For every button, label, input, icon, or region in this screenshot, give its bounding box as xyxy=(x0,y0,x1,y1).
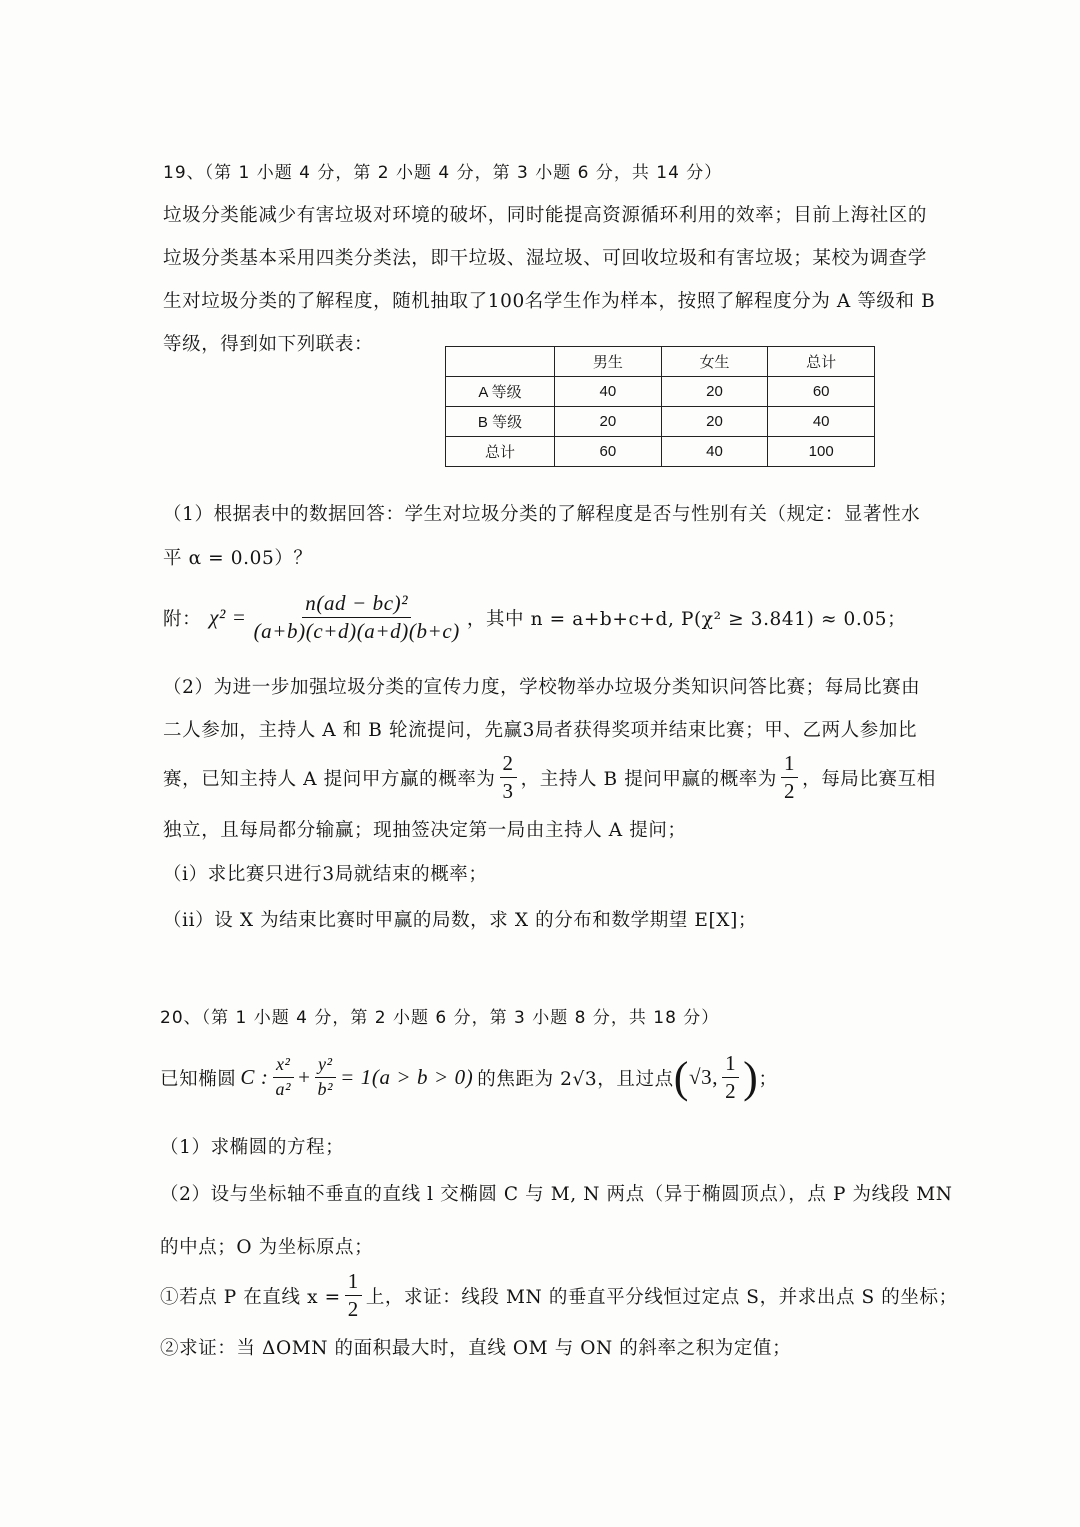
q19-intro-line-3: 生对垃圾分类的了解程度，随机抽取了100名学生作为样本，按照了解程度分为 A 等级和 B xyxy=(163,291,936,312)
q19-part1-line-1: （1）根据表中的数据回答：学生对垃圾分类的了解程度是否与性别有关（规定：显著性水 xyxy=(163,504,921,525)
ellipse-focal-text: 的焦距为 2√3，且过点 xyxy=(477,1068,674,1090)
table-row-label: A 等级 xyxy=(446,377,555,407)
ellipse-label: C : xyxy=(240,1065,269,1090)
q19-part2-line-4: 独立，且每局都分输赢；现抽签决定第一局由主持人 A 提问； xyxy=(163,820,687,841)
q20-sub-2: ②求证：当 ΔOMN 的面积最大时，直线 OM 与 ON 的斜率之积为定值； xyxy=(160,1338,792,1359)
q19-part2-line-3c: ，每局比赛互相 xyxy=(802,768,936,790)
fraction-numerator: 2 xyxy=(500,752,517,778)
plus-sign: + xyxy=(298,1065,311,1090)
point-y-fraction xyxy=(722,1052,739,1103)
table-cell: 60 xyxy=(768,377,875,407)
table-row-label: 总计 xyxy=(446,437,555,467)
formula-prefix: 附： xyxy=(163,608,202,630)
fraction-denominator: 2 xyxy=(725,1079,737,1104)
table-cell: 40 xyxy=(768,407,875,437)
table-cell: 20 xyxy=(661,377,768,407)
q19-part2-line-2: 二人参加，主持人 A 和 B 轮流提问，先赢3局者获得奖项并结束比赛；甲、乙两人参加比 xyxy=(163,720,918,741)
formula-numerator: n(ad − bc)² xyxy=(302,592,411,618)
q20-sub-1 xyxy=(160,1270,958,1321)
q19-intro-line-1: 垃圾分类能减少有害垃圾对环境的破坏，同时能提高资源循环利用的效率；目前上海社区的 xyxy=(163,205,928,226)
fraction-numerator: 1 xyxy=(722,1052,739,1078)
table-cell: 40 xyxy=(555,377,662,407)
q19-part2-line-1: （2）为进一步加强垃圾分类的宣传力度，学校物举办垃圾分类知识问答比赛；每局比赛由 xyxy=(163,677,921,698)
table-row xyxy=(446,407,875,437)
q19-intro-line-4: 等级，得到如下列联表： xyxy=(163,334,374,355)
right-paren: ) xyxy=(743,1052,759,1102)
fraction-numerator: y² xyxy=(315,1055,336,1078)
table-row xyxy=(446,437,875,467)
q20-part2-line-2: 的中点；O 为坐标原点； xyxy=(160,1237,374,1258)
ellipse-end: ； xyxy=(758,1068,778,1090)
probability-fraction-a xyxy=(500,752,517,803)
fraction-denominator: 2 xyxy=(784,779,796,804)
table-cell: 60 xyxy=(555,437,662,467)
probability-fraction-b xyxy=(781,752,798,803)
q20-ellipse-line xyxy=(160,1052,778,1103)
contingency-table xyxy=(445,346,875,467)
q19-part1-line-2: 平 α = 0.05）？ xyxy=(163,548,313,569)
fraction-denominator: 3 xyxy=(502,779,514,804)
ellipse-y-fraction xyxy=(315,1055,337,1100)
formula-suffix: ，其中 n = a+b+c+d, P(χ² ≥ 3.841) ≈ 0.05； xyxy=(466,608,907,630)
table-header-cell: 男生 xyxy=(555,347,662,377)
table-cell: 40 xyxy=(661,437,768,467)
q20-part2-line-1: （2）设与坐标轴不垂直的直线 l 交椭圆 C 与 M, N 两点（异于椭圆顶点），点 P 为线段 MN xyxy=(160,1184,953,1205)
table-header-cell xyxy=(446,347,555,377)
ellipse-condition: = 1(a > b > 0) xyxy=(340,1065,474,1090)
table-header-cell: 总计 xyxy=(768,347,875,377)
left-paren: ( xyxy=(673,1052,689,1102)
table-cell: 20 xyxy=(661,407,768,437)
table-header-cell: 女生 xyxy=(661,347,768,377)
table-header-row xyxy=(446,347,875,377)
line-x-fraction xyxy=(345,1270,362,1321)
q20-sub-1b: 上，求证：线段 MN 的垂直平分线恒过定点 S，并求出点 S 的坐标； xyxy=(365,1286,958,1308)
q19-sub-ii: （ii）设 X 为结束比赛时甲赢的局数，求 X 的分布和数学期望 E[X]； xyxy=(163,910,757,931)
formula-fraction xyxy=(251,592,463,643)
q20-sub-1a: ①若点 P 在直线 x = xyxy=(160,1286,341,1308)
q20-header: 20、（第 1 小题 4 分，第 2 小题 6 分，第 3 小题 8 分，共 18 分） xyxy=(160,1008,720,1028)
q20-part1: （1）求椭圆的方程； xyxy=(160,1137,345,1158)
fraction-numerator: 1 xyxy=(781,752,798,778)
q19-part2-line-3b: ，主持人 B 提问甲赢的概率为 xyxy=(520,768,777,790)
formula-lhs: χ² = xyxy=(209,605,247,630)
fraction-numerator: x² xyxy=(273,1055,294,1078)
table-cell: 20 xyxy=(555,407,662,437)
chi-square-formula xyxy=(163,592,906,643)
fraction-denominator: a² xyxy=(275,1079,292,1100)
ellipse-prefix: 已知椭圆 xyxy=(160,1068,237,1090)
fraction-numerator: 1 xyxy=(345,1270,362,1296)
q19-part2-line-3 xyxy=(163,752,936,803)
point-x: √3, xyxy=(688,1065,719,1090)
fraction-denominator: b² xyxy=(317,1079,334,1100)
ellipse-x-fraction xyxy=(272,1055,294,1100)
formula-denominator: (a+b)(c+d)(a+d)(b+c) xyxy=(253,619,460,644)
fraction-denominator: 2 xyxy=(347,1297,359,1322)
q19-part2-line-3a: 赛，已知主持人 A 提问甲方赢的概率为 xyxy=(163,768,496,790)
table-cell: 100 xyxy=(768,437,875,467)
q19-sub-i: （i）求比赛只进行3局就结束的概率； xyxy=(163,864,488,885)
table-row-label: B 等级 xyxy=(446,407,555,437)
q19-intro-line-2: 垃圾分类基本采用四类分类法，即干垃圾、湿垃圾、可回收垃圾和有害垃圾；某校为调查学 xyxy=(163,248,928,269)
table-row xyxy=(446,377,875,407)
q19-header: 19、（第 1 小题 4 分，第 2 小题 4 分，第 3 小题 6 分，共 14 分） xyxy=(163,163,723,183)
